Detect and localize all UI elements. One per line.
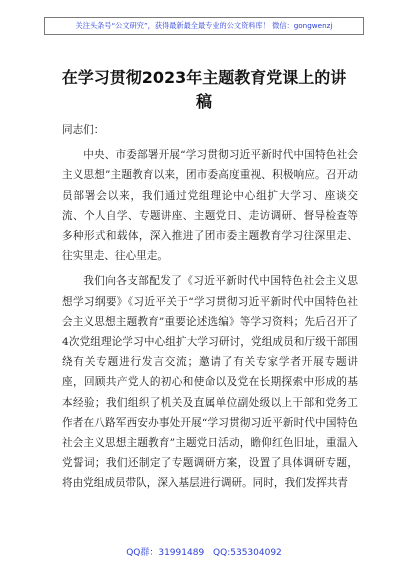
footer-contact <box>0 545 408 558</box>
qq-group-text: QQ群：31991489 <box>126 548 205 558</box>
qq-text: QQ:535304092 <box>213 548 282 558</box>
header-banner: 关注头条号“公文研究”，获得最新最全最专业的公文资料库！ 微信：gongwenzj <box>44 17 364 35</box>
document-body <box>62 120 358 494</box>
document-title: 在学习贯彻2023年主题教育党课上的讲稿 <box>61 68 347 111</box>
greeting: 同志们： <box>62 124 105 136</box>
paragraph: 我们向各支部配发了《习近平新时代中国特色社会主义思想学习纲要》《习近平关于“学习贯彻习近平新时代中国特色社会主义思想主题教育”重要论述选编》等学习资料；先后召开了4次党组理论学习中心组扩大学习研讨，党组成员和厅级干部围绕有关专题进行发言交流；邀请了有关专家学者开展专题讲座，回顾共产党人的初心和使命以及党在长期探索中形成的基本经验；我们组织了机关及直属单位副处级以上干部和党务工作者在八路军西安办事处开展“学习贯彻习近平新时代中国特色社会主义思想主题教育”主题党日活动，瞻仰红色旧址，重温入党誓词；我们还制定了专题调研方案，设置了具体调研专题，将由党组成员带队，深入基层进行调研。同时，我们发挥共青 <box>62 275 358 490</box>
paragraph: 中央、市委部署开展“学习贯彻习近平新时代中国特色社会主义思想”主题教育以来，团市委高度重视、积极响应。召开动员部署会以来，我们通过党组理论中心组扩大学习、座谈交流、个人自学、专题讲座、主题党日、走访调研、督导检查等多种形式和载体，深入推进了团市委主题教育学习往深里走、往实里走、往心里走。 <box>62 149 358 263</box>
